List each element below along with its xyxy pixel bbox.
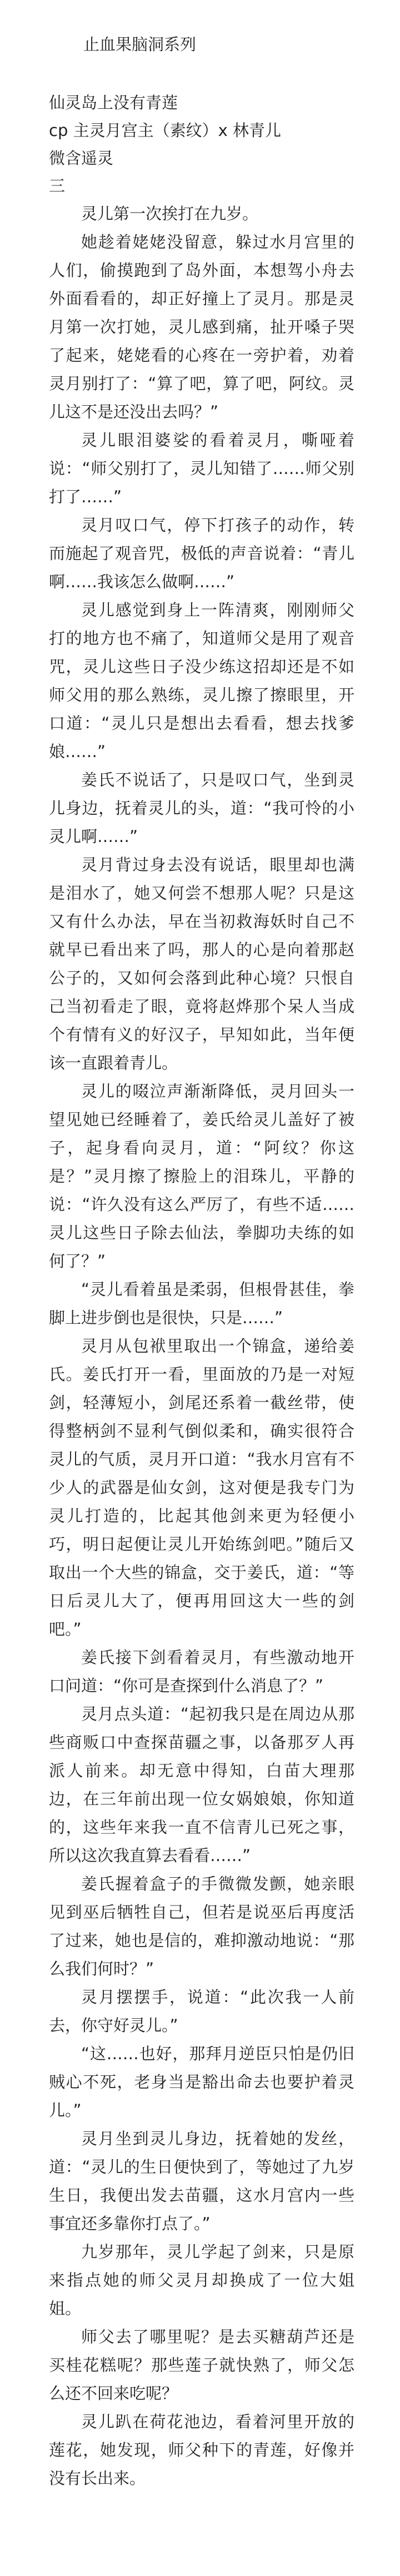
- paragraph: 灵月摆摆手，说道：“此次我一人前去，你守好灵儿。”: [49, 1988, 354, 2035]
- paragraph: 灵儿第一次挨打在九岁。: [81, 204, 259, 223]
- paragraph: “灵儿看着虽是柔弱，但根骨甚佳，拳脚上进步倒也是很快，只是……”: [49, 1280, 354, 1327]
- story-body: [49, 200, 354, 2493]
- paragraph: 灵月从包袱里取出一个锦盒，递给姜氏。姜氏打开一看，里面放的乃是一对短剑，轻薄短小，剑尾还系着一截丝带，使得整柄剑不显利气倒似柔和，确实很符合灵儿的气质，灵月开口道：“我水月宫有不少人的武器是仙女剑，这对便是我专门为灵儿打造的，比起其他剑来更为轻便小巧，明日起便让灵儿开始练剑吧。”随后又取出一个大些的锦盒，交于姜氏，道：“等日后灵儿大了，便再用回这大一些的剑吧。”: [49, 1337, 354, 1639]
- chapter-number: 三: [49, 177, 66, 195]
- paragraph: “这……也好，那拜月逆臣只怕是仍旧贼心不死，老身当是豁出命去也要护着灵儿。”: [49, 2044, 354, 2120]
- paragraph: 灵月叹口气，停下打孩子的动作，转而施起了观音咒，极低的声音说着：“青儿啊……我该怎么做啊……”: [49, 516, 354, 591]
- paragraph: 姜氏接下剑看着灵月，有些激动地开口问道：“你可是查探到什么消息了？”: [49, 1648, 354, 1695]
- paragraph: 灵儿感觉到身上一阵清爽，刚刚师父打的地方也不痛了，知道师父是用了观音咒，灵儿这些日子没少练这招却还是不如师父用的那么熟练，灵儿擦了擦眼里，开口道：“灵儿只是想出去看看，想去找爹娘……”: [49, 601, 354, 761]
- cp-line: cp 主灵月宫主（素纹）x 林青儿: [49, 121, 281, 140]
- author: 微含遥灵: [49, 149, 114, 168]
- paragraph: 姜氏握着盒子的手微微发颤，她亲眼见到巫后牺牲自己，但若是说巫后再度活了过来，她也是信的，难抑激动地说：“那么我们何时？”: [49, 1874, 354, 1978]
- paragraph: 姜氏不说话了，只是叹口气，坐到灵儿身边，抚着灵儿的头，道：“我可怜的小灵儿啊……”: [49, 770, 354, 846]
- paragraph: 灵儿趴在荷花池边，看着河里开放的莲花，她发现，师父种下的青莲，好像并没有长出来。: [49, 2412, 354, 2488]
- paragraph: 灵儿的啜泣声渐渐降低，灵月回头一望见她已经睡着了，姜氏给灵儿盖好了被子，起身看向灵月，道：“阿纹？你这是？”灵月擦了擦脸上的泪珠儿，平静的说：“许久没有这么严厉了，有些不适……灵儿这些日子除去仙法，拳脚功夫练的如何了？”: [49, 1082, 354, 1271]
- paragraph: 灵儿眼泪婆娑的看着灵月，嘶哑着说：“师父别打了，灵儿知错了……师父别打了……”: [49, 431, 354, 506]
- paragraph: 灵月点头道：“起初我只是在周边从那些商贩口中查探苗疆之事，以备那歹人再派人前来。却无意中得知，白苗大理那边，在三年前出现一位女娲娘娘，你知道的，这些年来我一直不信青儿已死之事，所以这次我直算去看看……”: [49, 1705, 354, 1865]
- paragraph: 灵月背过身去没有说话，眼里却也满是泪水了，她又何尝不想那人呢？只是这又有什么办法，早在当初救海妖时自己不就早已看出来了吗，那人的心是向着那赵公子的，又如何会落到此种心境？只恨自己当初看走了眼，竟将赵烨那个呆人当成个有情有义的好汉子，早知如此，当年便该一直跟着青儿。: [49, 855, 354, 1072]
- paragraph: 她趁着姥姥没留意，躲过水月宫里的人们，偷摸跑到了岛外面，本想驾小舟去外面看看的，却正好撞上了灵月。那是灵月第一次打她，灵儿感到痛，扯开嗓子哭了起来，姥姥看的心疼在一旁护着，劝着灵月别打了：“算了吧，算了吧，阿纹。灵儿这不是还没出去吗？”: [49, 233, 354, 421]
- story-title: 仙灵岛上没有青莲: [49, 93, 178, 112]
- paragraph: 灵月坐到灵儿身边，抚着她的发丝，道：“灵儿的生日便快到了，等她过了九岁生日，我便出发去苗疆，这水月宫内一些事宜还多靠你打点了。”: [49, 2129, 354, 2233]
- paragraph: 师父去了哪里呢？是去买糖葫芦还是买桂花糕呢？那些莲子就快熟了，师父怎么还不回来吃呢？: [49, 2327, 354, 2403]
- paragraph: 九岁那年，灵儿学起了剑来，只是原来指点她的师父灵月却换成了一位大姐姐。: [49, 2242, 354, 2318]
- story-meta: [49, 89, 354, 200]
- series-title: 止血果脑洞系列: [83, 35, 197, 54]
